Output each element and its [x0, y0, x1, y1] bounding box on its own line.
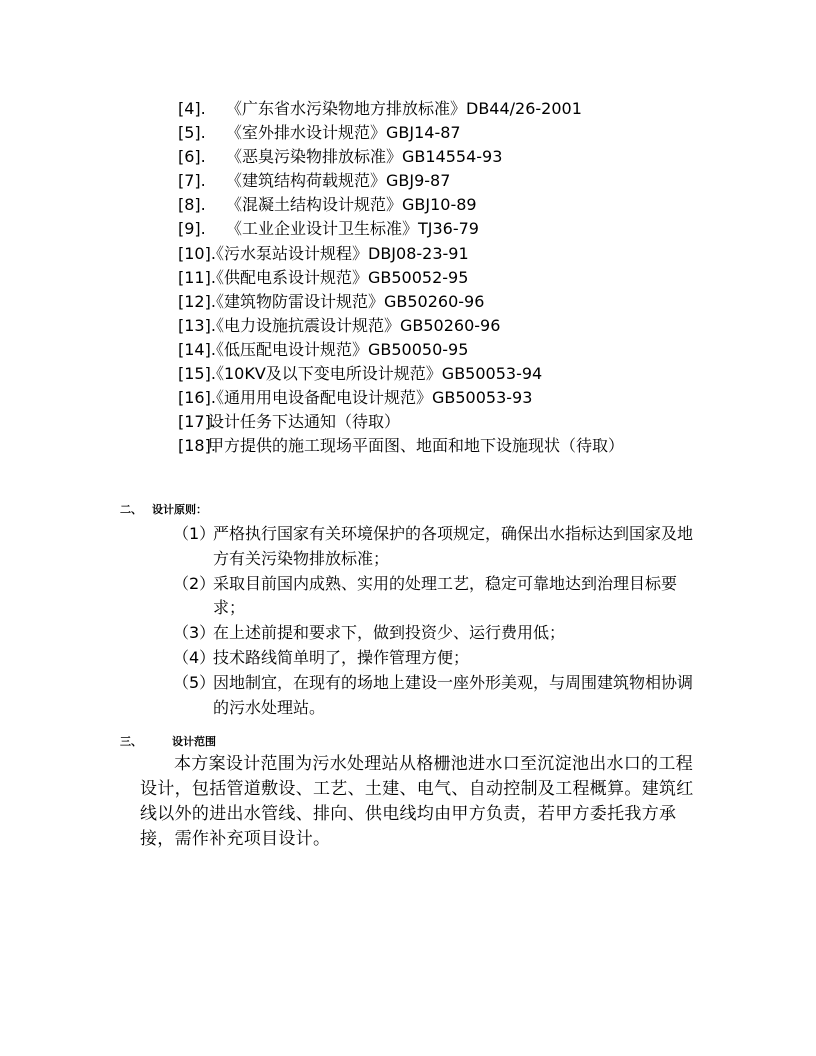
section-title: 设计范围 — [172, 735, 216, 748]
reference-text: 《工业企业设计卫生标准》TJ36-79 — [226, 219, 479, 239]
principle-number: （3） — [173, 623, 216, 643]
section-title: 设计原则： — [152, 503, 207, 516]
reference-text: 甲方提供的施工现场平面图、地面和地下设施现状（待取） — [208, 436, 625, 456]
reference-item — [178, 290, 718, 314]
scope-paragraph: 本方案设计范围为污水处理站从格栅池进水口至沉淀池出水口的工程设计，包括管道敷设、工艺、土建、电气、自动控制及工程概算。建筑红线以外的进出水管线、排向、供电线均由甲方负责，若甲方委托我方承接，需作补充项目设计。 — [140, 754, 694, 849]
reference-text: 《电力设施抗震设计规范》GB50260-96 — [208, 315, 501, 335]
reference-text: 《通用用电设备配电设计规范》GB50053-93 — [208, 388, 533, 408]
principle-number: （2） — [173, 573, 216, 593]
principles-list — [173, 522, 693, 720]
section-number: 二、 — [120, 503, 142, 516]
reference-item — [178, 242, 718, 266]
reference-item — [178, 266, 718, 290]
reference-text: 《混凝土结构设计规范》GBJ10-89 — [226, 195, 477, 215]
reference-item — [178, 169, 718, 193]
reference-number: [8]. — [178, 195, 206, 215]
reference-number: [16]. — [178, 388, 216, 408]
reference-number: [13]. — [178, 315, 216, 335]
reference-number: [6]. — [178, 147, 206, 167]
reference-item — [178, 434, 698, 458]
principle-text: 技术路线简单明了，操作管理方便； — [213, 647, 470, 667]
reference-text: 《低压配电设计规范》GB50050-95 — [208, 339, 469, 359]
reference-item — [178, 121, 718, 145]
principle-number: （1） — [173, 524, 216, 543]
principle-item — [173, 572, 693, 622]
reference-number: [5]. — [178, 123, 206, 143]
reference-number: [10]. — [178, 243, 216, 263]
reference-item — [178, 145, 718, 169]
reference-number: [17]. — [178, 412, 216, 432]
section-heading-principles — [120, 501, 207, 517]
reference-text: 《建筑物防雷设计规范》GB50260-96 — [208, 291, 485, 311]
reference-item — [178, 314, 718, 338]
section-number: 三、 — [120, 735, 142, 748]
reference-text: 设计任务下达通知（待取） — [208, 412, 401, 432]
reference-text: 《恶臭污染物排放标准》GB14554-93 — [226, 147, 503, 167]
reference-item — [178, 193, 718, 217]
principle-item — [173, 671, 693, 721]
reference-text: 《建筑结构荷载规范》GBJ9-87 — [226, 171, 451, 191]
reference-item — [178, 410, 718, 434]
principle-text: 因地制宜，在现有的场地上建设一座外形美观，与周围建筑物相协调的污水处理站。 — [213, 672, 694, 717]
reference-number: [9]. — [178, 219, 206, 239]
reference-number: [18]. — [178, 436, 216, 456]
principle-item — [173, 646, 693, 671]
reference-item — [178, 386, 718, 410]
reference-number: [14]. — [178, 339, 216, 359]
reference-number: [12]. — [178, 291, 216, 311]
reference-number: [7]. — [178, 171, 206, 191]
reference-text: 《供配电系设计规范》GB50052-95 — [208, 267, 469, 287]
reference-text: 《污水泵站设计规程》DBJ08-23-91 — [208, 243, 469, 263]
section-heading-scope — [120, 733, 216, 749]
principle-text: 采取目前国内成熟、实用的处理工艺，稳定可靠地达到治理目标要求； — [213, 573, 678, 618]
principle-number: （5） — [173, 672, 216, 692]
reference-list — [178, 97, 718, 458]
principle-text: 严格执行国家有关环境保护的各项规定，确保出水指标达到国家及地方有关污染物排放标准； — [213, 524, 694, 568]
principle-text: 在上述前提和要求下，做到投资少、运行费用低； — [213, 623, 566, 643]
reference-item — [178, 97, 718, 121]
reference-number: [15]. — [178, 364, 216, 384]
reference-text: 《10KV及以下变电所设计规范》GB50053-94 — [208, 364, 543, 384]
reference-text: 《广东省水污染物地方排放标准》DB44/26-2001 — [226, 99, 582, 118]
reference-text: 《室外排水设计规范》GBJ14-87 — [226, 123, 461, 143]
reference-number: [4]. — [178, 99, 206, 118]
reference-item — [178, 362, 718, 386]
principle-item — [173, 621, 693, 646]
reference-number: [11]. — [178, 267, 216, 287]
reference-item — [178, 338, 718, 362]
principle-number: （4） — [173, 647, 216, 667]
reference-item — [178, 217, 718, 241]
principle-item — [173, 522, 693, 572]
